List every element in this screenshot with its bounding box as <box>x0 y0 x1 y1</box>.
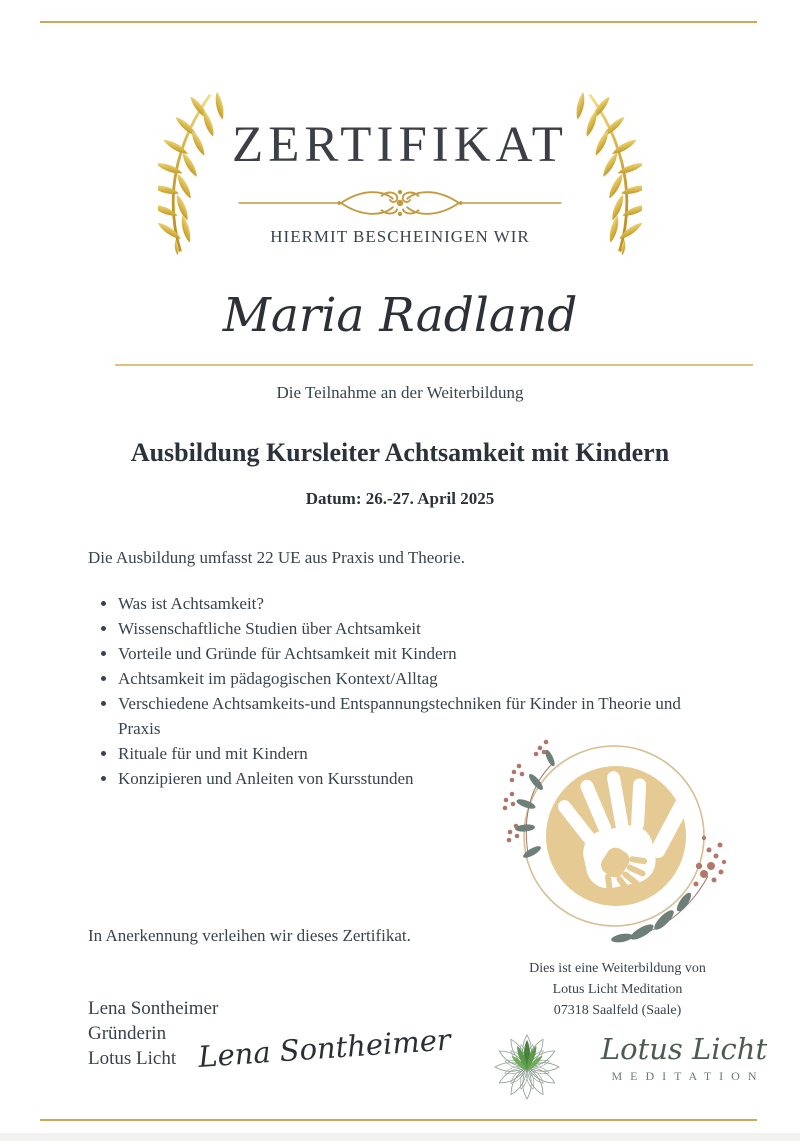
top-gold-rule <box>40 21 757 23</box>
lotus-script-text: Lotus Licht <box>600 1032 768 1066</box>
issuer-signature: Lena Sontheimer <box>197 1022 452 1074</box>
recipient-name: Maria Radland <box>222 288 578 343</box>
topic-item: • Verschiedene Achtsamkeits-und Entspannungstechniken für Kinder in Theorie und Praxis <box>118 691 692 741</box>
issuer-name: Lena Sontheimer <box>88 998 219 1019</box>
page-edge-shadow <box>0 1133 800 1141</box>
topic-item: • Rituale für und mit Kindern <box>118 741 692 766</box>
provider-line-2: Lotus Licht Meditation <box>552 982 683 997</box>
course-title: Ausbildung Kursleiter Achtsamkeit mit Kindern <box>130 438 670 467</box>
course-summary: Die Ausbildung umfasst 22 UE aus Praxis und Theorie. <box>88 548 465 567</box>
topic-item: • Konzipieren und Anleiten von Kursstunden <box>118 766 692 791</box>
participation-intro: Die Teilnahme an der Weiterbildung <box>276 383 524 402</box>
topic-item: • Achtsamkeit im pädagogischen Kontext/Alltag <box>118 666 692 691</box>
provider-line-1: Dies ist eine Weiterbildung von <box>529 961 706 976</box>
topic-item: • Wissenschaftliche Studien über Achtsamkeit <box>118 616 692 641</box>
issuer-role: Gründerin <box>88 1023 167 1044</box>
lotus-wordmark <box>570 1032 798 1084</box>
lotus-flower-icon <box>487 1024 567 1110</box>
provider-info <box>500 958 735 1021</box>
certificate-title: ZERTIFIKAT <box>232 117 568 173</box>
lotus-caption-text: MEDITATION <box>611 1069 765 1083</box>
issuer-organization: Lotus Licht <box>88 1048 177 1069</box>
bottom-gold-rule <box>40 1119 757 1121</box>
topic-item: • Vorteile und Gründe für Achtsamkeit mit Kindern <box>118 641 692 666</box>
provider-line-3: 07318 Saalfeld (Saale) <box>553 1003 682 1018</box>
course-date: Datum: 26.-27. April 2025 <box>305 489 495 508</box>
flourish-divider-icon <box>230 184 570 222</box>
topic-item: • Was ist Achtsamkeit? <box>118 591 692 616</box>
award-statement: In Anerkennung verleihen wir dieses Zertifikat. <box>88 926 411 945</box>
certificate-subtitle: HIERMIT BESCHEINIGEN WIR <box>270 227 530 246</box>
name-underline <box>115 364 753 366</box>
hands-badge-logo <box>492 724 730 954</box>
